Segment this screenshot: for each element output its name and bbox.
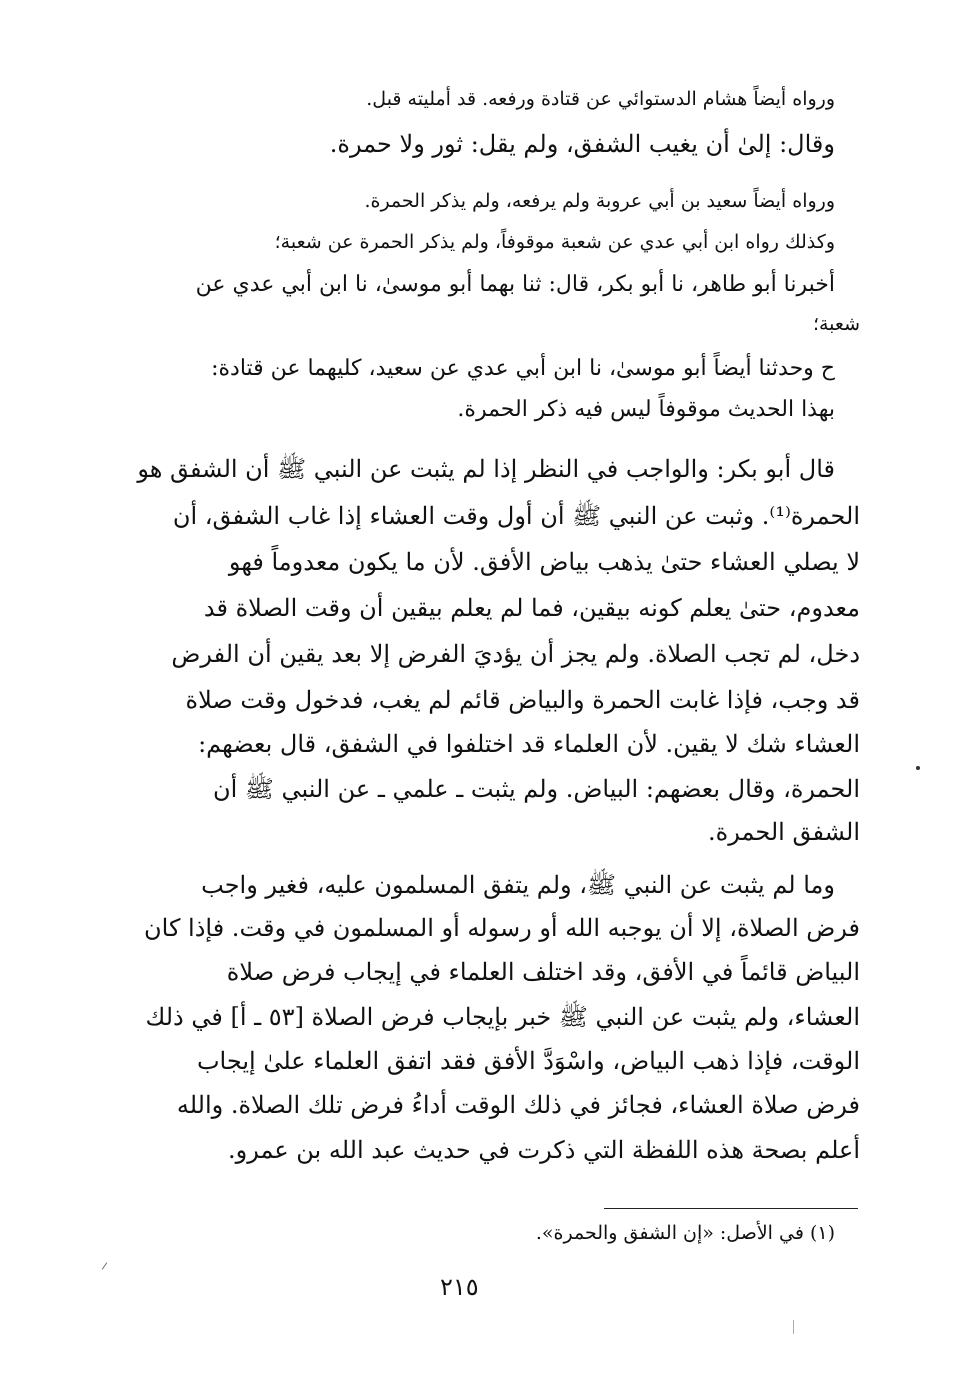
quote-line-5b: شعبة؛: [812, 313, 860, 335]
paragraph-1-line: معدوم، حتىٰ يعلم كونه بيقين، فما لم يعلم بيقين أن وقت الصلاة قد: [203, 594, 860, 622]
paragraph-2-line: أعلم بصحة هذه اللفظة التي ذكرت في حديث عبد الله بن عمرو.: [227, 1136, 860, 1164]
paragraph-1-line: قد وجب، فإذا غابت الحمرة والبياض قائم لم يغب، فدخول وقت صلاة: [185, 686, 860, 714]
paragraph-1-line: لا يصلي العشاء حتىٰ يذهب بياض الأفق. لأن ما يكون معدوماً فهو: [228, 548, 860, 576]
paragraph-1-line: الحمرة⁽¹⁾. وثبت عن النبي ﷺ أن أول وقت العشاء إذا غاب الشفق، أن: [172, 502, 860, 530]
paragraph-2-line: العشاء، ولم يثبت عن النبي ﷺ خبر بإيجاب فرض الصلاة [٥٣ ـ أ] في ذلك: [145, 1003, 860, 1031]
page-number: ٢١٥: [440, 1273, 479, 1301]
paragraph-2-line: فرض الصلاة، إلا أن يوجبه الله أو رسوله أو المسلمون في وقت. فإذا كان: [144, 914, 860, 942]
paragraph-1-line: قال أبو بكر: والواجب في النظر إذا لم يثبت عن النبي ﷺ أن الشفق هو: [137, 455, 835, 483]
quote-line-4: وكذلك رواه ابن أبي عدي عن شعبة موقوفاً، ولم يذكر الحمرة عن شعبة؛: [274, 231, 835, 253]
paragraph-2-line: وما لم يثبت عن النبي ﷺ، ولم يتفق المسلمون عليه، فغير واجب: [201, 871, 835, 899]
paragraph-1-line: الحمرة، وقال بعضهم: البياض. ولم يثبت ـ علمي ـ عن النبي ﷺ أن: [212, 775, 860, 803]
paragraph-1-line: دخل، لم تجب الصلاة. ولم يجز أن يؤديَ الفرض إلا بعد يقين أن الفرض: [171, 640, 860, 668]
quote-line-6a: ح وحدثنا أيضاً أبو موسىٰ، نا ابن أبي عدي عن سعيد، كليهما عن قتادة:: [211, 356, 835, 381]
quote-line-6b: بهذا الحديث موقوفاً ليس فيه ذكر الحمرة.: [457, 397, 835, 422]
quote-line-3: ورواه أيضاً سعيد بن أبي عروبة ولم يرفعه، ولم يذكر الحمرة.: [364, 190, 835, 212]
footnote: (١) في الأصل: «إن الشفق والحمرة».: [535, 1222, 835, 1244]
paragraph-2-line: الوقت، فإذا ذهب البياض، واسْوَدَّ الأفق فقد اتفق العلماء علىٰ إيجاب: [196, 1047, 860, 1075]
scan-mark: [102, 1262, 107, 1269]
quote-line-1: ورواه أيضاً هشام الدستوائي عن قتادة ورفعه. قد أمليته قبل.: [366, 88, 835, 110]
paragraph-1-line: العشاء شك لا يقين. لأن العلماء قد اختلفوا في الشفق، قال بعضهم:: [198, 730, 860, 758]
scan-margin-mark: [793, 1320, 794, 1334]
footnote-separator: [604, 1208, 858, 1209]
paragraph-2-line: البياض قائماً في الأفق، وقد اختلف العلماء في إيجاب فرض صلاة: [226, 958, 860, 986]
paragraph-1-line: الشفق الحمرة.: [708, 818, 860, 846]
paragraph-2-line: فرض صلاة العشاء، فجائز في ذلك الوقت أداءُ فرض تلك الصلاة. والله: [176, 1091, 860, 1119]
quote-line-5a: أخبرنا أبو طاهر، نا أبو بكر، قال: ثنا بهما أبو موسىٰ، نا ابن أبي عدي عن: [195, 272, 835, 297]
scan-speck: [916, 766, 920, 770]
quote-line-2: وقال: إلىٰ أن يغيب الشفق، ولم يقل: ثور ولا حمرة.: [329, 130, 835, 158]
